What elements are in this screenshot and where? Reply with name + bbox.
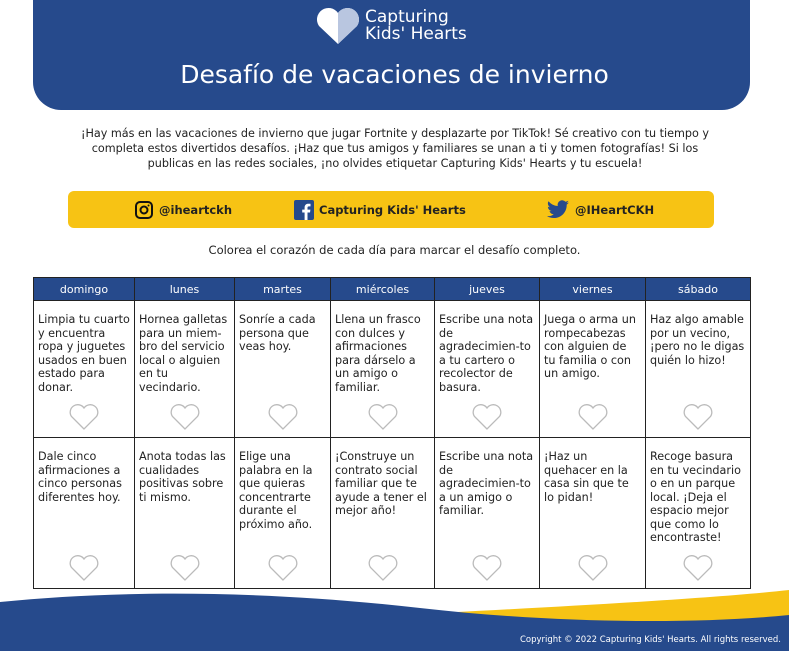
heart-checkbox-icon[interactable] [682, 403, 714, 431]
instagram-label: @iheartckh [159, 202, 233, 217]
challenge-cell [435, 301, 540, 438]
day-header: sábado [646, 278, 751, 301]
heart-logo-icon [315, 6, 361, 46]
day-header: lunes [135, 278, 235, 301]
challenge-text: Limpia tu cuarto y encuentra ropa y juguetes usados en buen estado para donar. [38, 313, 130, 394]
challenge-calendar [33, 277, 751, 589]
heart-checkbox-icon[interactable] [471, 403, 503, 431]
challenge-cell [540, 301, 646, 438]
challenge-cell [646, 301, 751, 438]
challenge-text: Recoge basura en tu vecindario o en un parque local. ¡Deja el espacio mejor que como lo encontraste! [650, 450, 741, 544]
heart-checkbox-icon[interactable] [169, 403, 201, 431]
heart-checkbox-icon[interactable] [68, 554, 100, 582]
heart-checkbox-icon[interactable] [682, 554, 714, 582]
challenge-cell [235, 301, 331, 438]
challenge-text: Juega o arma un rompecabezas con alguien de tu familia o con un amigo. [544, 313, 636, 380]
challenge-text: Sonríe a cada persona que veas hoy. [239, 313, 316, 353]
challenge-cell [34, 438, 135, 589]
logo-line1: Capturing [365, 7, 449, 27]
challenge-text: Haz algo amable por un vecino, ¡pero no le digas quién lo hizo! [650, 313, 745, 367]
challenge-text: Escribe una nota de agradecimien-to a un amigo o familiar. [439, 450, 534, 517]
challenge-cell [135, 438, 235, 589]
day-header: jueves [435, 278, 540, 301]
challenge-cell [235, 438, 331, 589]
challenge-text: Dale cinco afirmaciones a cinco personas diferentes hoy. [38, 450, 122, 504]
intro-text: ¡Hay más en las vacaciones de invierno que jugar Fortnite y desplazarte por TikTok! Sé creativo con tu tiempo y completa estos divertidos desafíos. ¡Haz que tus amigos y familiares se unan a ti y tomen fotografías! Si los publicas en las redes sociales, ¡no olvides etiquetar Capturing Kids' Hearts y tu escuela! [80, 127, 710, 170]
heart-checkbox-icon[interactable] [267, 554, 299, 582]
facebook-label: Capturing Kids' Hearts [319, 202, 466, 217]
twitter-icon [546, 200, 570, 220]
instagram-icon [134, 200, 154, 220]
social-bar [68, 191, 714, 228]
challenge-text: Llena un frasco con dulces y afirmaciones para dárselo a un amigo o familiar. [335, 313, 421, 394]
challenge-cell [34, 301, 135, 438]
heart-checkbox-icon[interactable] [68, 403, 100, 431]
challenge-cell [540, 438, 646, 589]
challenge-cell [646, 438, 751, 589]
challenge-cell [331, 301, 435, 438]
challenge-text: Anota todas las cualidades positivas sobre ti mismo. [139, 450, 226, 504]
day-header: miércoles [331, 278, 435, 301]
facebook-page[interactable] [294, 200, 466, 220]
facebook-icon [294, 200, 314, 220]
challenge-cell [435, 438, 540, 589]
heart-checkbox-icon[interactable] [169, 554, 201, 582]
day-header: martes [235, 278, 331, 301]
copyright: Copyright © 2022 Capturing Kids' Hearts. All rights reserved. [519, 635, 781, 645]
heart-checkbox-icon[interactable] [367, 554, 399, 582]
logo [315, 6, 467, 46]
challenge-cell [135, 301, 235, 438]
instructions: Colorea el corazón de cada día para marcar el desafío completo. [208, 243, 581, 257]
day-header: domingo [34, 278, 135, 301]
challenge-text: Escribe una nota de agradecimien-to a tu cartero o recolector de basura. [439, 313, 534, 394]
heart-checkbox-icon[interactable] [577, 554, 609, 582]
logo-line2: Kids' Hearts [365, 24, 467, 44]
instagram-handle[interactable] [134, 200, 232, 220]
twitter-handle[interactable] [546, 200, 654, 220]
page-title: Desafío de vacaciones de invierno [180, 60, 609, 89]
challenge-cell [331, 438, 435, 589]
challenge-text: Hornea galletas para un miem-bro del servicio local o alguien en tu vecindario. [139, 313, 228, 394]
heart-checkbox-icon[interactable] [471, 554, 503, 582]
challenge-text: Elige una palabra en la que quieras concentrarte durante el próximo año. [239, 450, 313, 531]
challenge-text: ¡Construye un contrato social familiar que te ayude a tener el mejor año! [335, 450, 427, 517]
heart-checkbox-icon[interactable] [367, 403, 399, 431]
heart-checkbox-icon[interactable] [577, 403, 609, 431]
twitter-label: @IHeartCKH [575, 202, 655, 217]
challenge-text: ¡Haz un quehacer en la casa sin que te lo pidan! [544, 450, 629, 504]
day-header: viernes [540, 278, 646, 301]
heart-checkbox-icon[interactable] [267, 403, 299, 431]
